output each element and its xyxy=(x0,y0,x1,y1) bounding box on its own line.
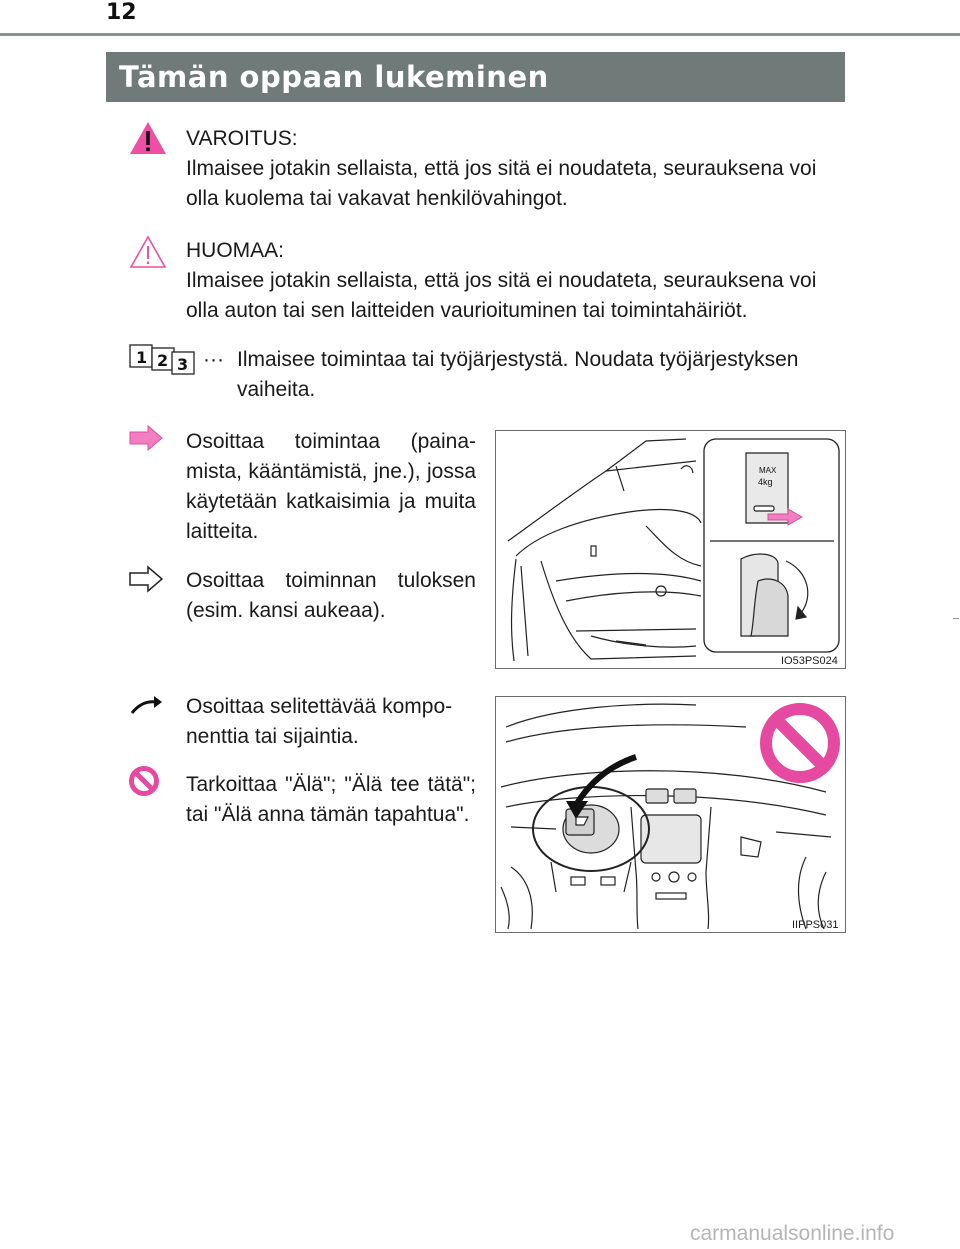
warning-text: Ilmaisee jotakin sellaista, että jos sitä ei noudateta, seurauksena voi olla kuolema tai vakavat henkilövahingot. xyxy=(186,157,817,210)
watermark[interactable]: carmanualsonline.info xyxy=(690,1222,895,1245)
legend-action: Osoittaa toimintaa (paina-mista, kääntämistä, jne.), jossa käytetään katkaisimia ja muita laitteita. xyxy=(186,430,476,543)
svg-text:2: 2 xyxy=(157,351,169,370)
trunk-illustration xyxy=(496,431,845,668)
action-arrow-icon xyxy=(128,424,164,452)
notice-heading: HUOMAA: xyxy=(186,239,285,262)
step-numbers-icon xyxy=(128,343,202,377)
caution-icon xyxy=(128,234,168,270)
notice-text: Ilmaisee jotakin sellaista, että jos sitä ei noudateta, seurauksena voi olla auton tai sen laitteiden vaurioituminen tai toimintahäiriöt. xyxy=(186,269,817,322)
figure-code: IIPPS031 xyxy=(792,919,839,931)
page-number: 12 xyxy=(106,0,137,25)
warning-block xyxy=(186,124,844,214)
steps-ellipsis: ··· xyxy=(203,348,224,371)
legend-result: Osoittaa toiminnan tuloksen (esim. kansi aukeaa). xyxy=(186,569,476,622)
legend-component: Osoittaa selitettävää kompo-nenttia tai sijaintia. xyxy=(186,695,453,748)
figure-code: IO53PS024 xyxy=(781,655,838,667)
page-title: Tämän oppaan lukeminen xyxy=(106,52,845,102)
warning-icon xyxy=(128,120,168,156)
dashboard-illustration xyxy=(496,697,845,932)
svg-text:1: 1 xyxy=(136,348,148,367)
edge-mark xyxy=(953,618,959,619)
prohibition-large-icon xyxy=(766,709,834,777)
component-arrow-icon xyxy=(128,693,164,719)
legend-dont: Tarkoittaa "Älä"; "Älä tee tätä"; tai "Älä anna tämän tapahtua". xyxy=(186,773,476,826)
figure-trunk xyxy=(495,430,846,669)
steps-text: Ilmaisee toimintaa tai työjärjestystä. Noudata työjärjestyksen vaiheita. xyxy=(237,348,799,401)
header-rule xyxy=(0,33,960,36)
warning-heading: VAROITUS: xyxy=(186,127,298,150)
notice-block xyxy=(186,236,844,326)
result-arrow-icon xyxy=(128,565,164,593)
figure-dashboard xyxy=(495,696,846,933)
prohibition-icon xyxy=(128,765,160,797)
svg-text:4kg: 4kg xyxy=(758,477,773,487)
svg-text:MAX: MAX xyxy=(759,466,777,475)
svg-text:3: 3 xyxy=(177,355,189,374)
